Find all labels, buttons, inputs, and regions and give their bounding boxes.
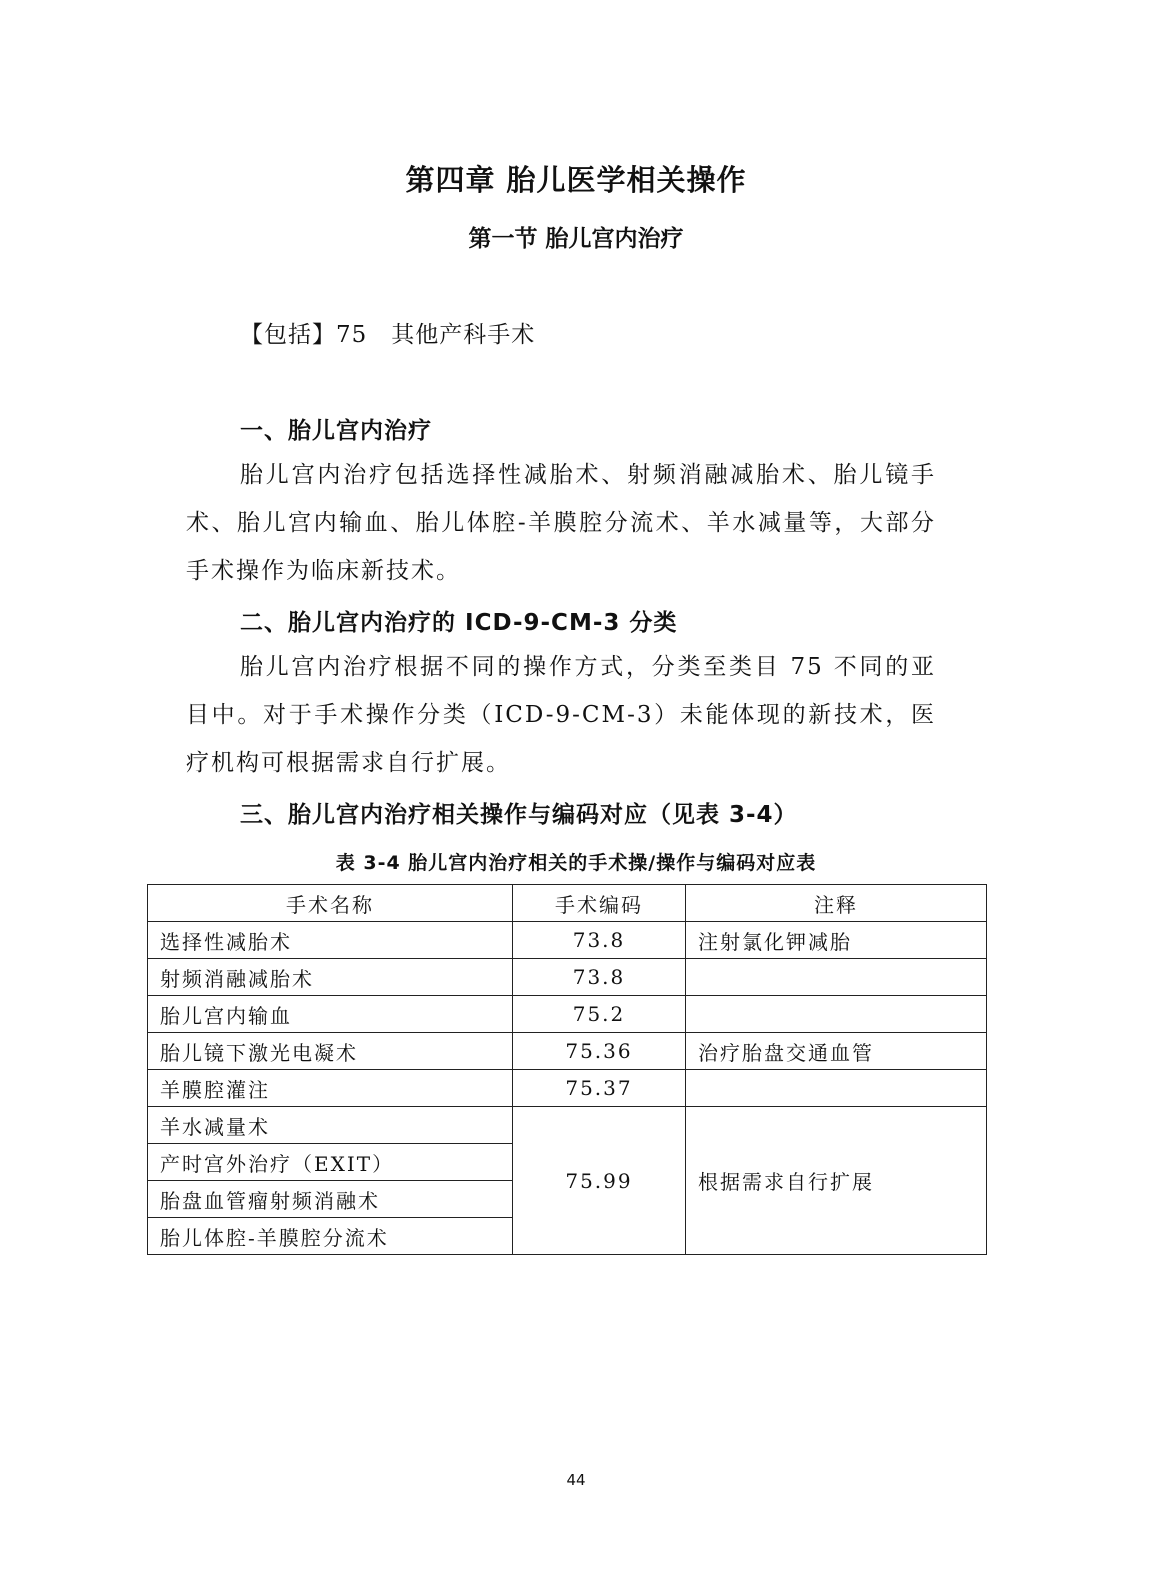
cell-name: 射频消融减胎术 [148,959,513,996]
cell-note: 治疗胎盘交通血管 [686,1033,987,1070]
table-row [148,996,987,1033]
cell-name: 羊水减量术 [148,1107,513,1144]
cell-code: 73.8 [513,922,686,959]
cell-note [686,996,987,1033]
table-row [148,1070,987,1107]
cell-note [686,1070,987,1107]
header-code: 手术编码 [513,885,686,922]
table-row [148,959,987,996]
cell-code: 75.2 [513,996,686,1033]
heading-3: 三、胎儿宫内治疗相关操作与编码对应（见表 3-4） [240,802,798,828]
cell-name: 胎盘血管瘤射频消融术 [148,1181,513,1218]
paragraph-2: 胎儿宫内治疗根据不同的操作方式，分类至类目 75 不同的亚目中。对于手术操作分类（ICD-9-CM-3）未能体现的新技术，医疗机构可根据需求自行扩展。 [186,654,936,776]
heading-2: 二、胎儿宫内治疗的 ICD-9-CM-3 分类 [240,610,678,636]
include-line: 【包括】75 其他产科手术 [240,322,536,348]
cell-group-code: 75.99 [513,1107,686,1255]
cell-code: 73.8 [513,959,686,996]
cell-note [686,959,987,996]
cell-name: 胎儿宫内输血 [148,996,513,1033]
cell-code: 75.36 [513,1033,686,1070]
code-table [147,884,987,1255]
table-header-row [148,885,987,922]
cell-group-note: 根据需求自行扩展 [686,1107,987,1255]
cell-name: 胎儿体腔-羊膜腔分流术 [148,1218,513,1255]
cell-name: 产时宫外治疗（EXIT） [148,1144,513,1181]
cell-name: 羊膜腔灌注 [148,1070,513,1107]
table-caption: 表 3-4 胎儿宫内治疗相关的手术操/操作与编码对应表 [335,852,817,874]
chapter-title: 第四章 胎儿医学相关操作 [405,163,747,197]
cell-note: 注射氯化钾减胎 [686,922,987,959]
header-note: 注释 [686,885,987,922]
table-row [148,1033,987,1070]
heading-1: 一、胎儿宫内治疗 [240,418,432,444]
cell-name: 选择性减胎术 [148,922,513,959]
paragraph-1: 胎儿宫内治疗包括选择性减胎术、射频消融减胎术、胎儿镜手术、胎儿宫内输血、胎儿体腔-羊膜腔分流术、羊水减量等，大部分手术操作为临床新技术。 [186,462,936,584]
cell-name: 胎儿镜下激光电凝术 [148,1033,513,1070]
page-number: 44 [566,1471,586,1489]
cell-code: 75.37 [513,1070,686,1107]
section-title: 第一节 胎儿宫内治疗 [468,226,684,252]
table-row [148,922,987,959]
table-row [148,1107,987,1144]
header-name: 手术名称 [148,885,513,922]
